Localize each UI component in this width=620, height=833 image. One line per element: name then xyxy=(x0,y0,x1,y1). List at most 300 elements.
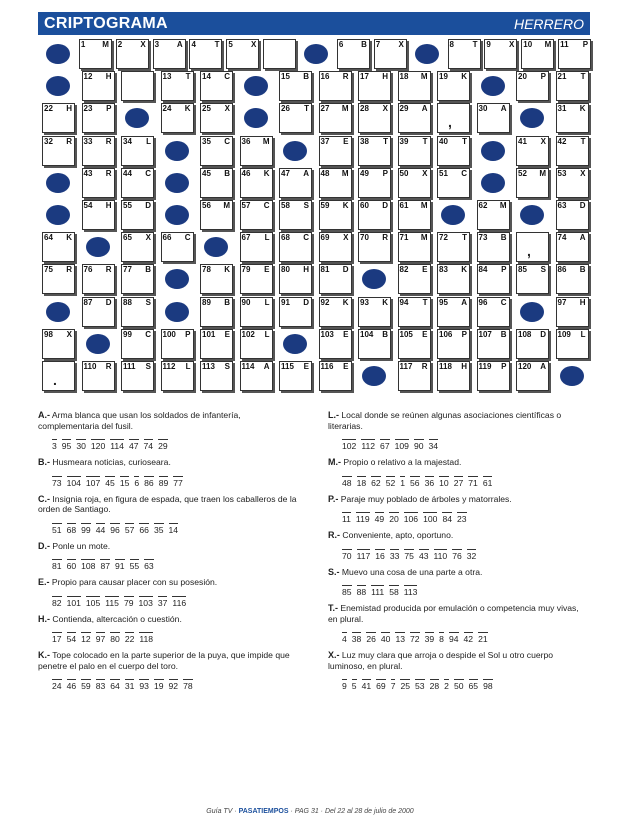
clue-definition: Muevo una cosa de una parte a otra. xyxy=(339,566,483,577)
grid-cell[interactable] xyxy=(477,103,510,133)
answer-slot[interactable]: 79 xyxy=(123,597,134,608)
answer-slot[interactable]: 67 xyxy=(380,441,390,451)
answer-slot[interactable]: 88 xyxy=(356,587,367,597)
answer-slot[interactable]: 29 xyxy=(158,441,168,451)
answer-slot[interactable]: 85 xyxy=(342,587,352,597)
cell-number: 60 xyxy=(360,201,369,210)
cell-letter: K xyxy=(224,265,230,275)
cell-letter: L xyxy=(264,329,270,339)
grid-cell[interactable] xyxy=(437,329,470,359)
answer-slot[interactable]: 82 xyxy=(52,597,62,608)
cell-number: 29 xyxy=(399,104,409,114)
answer-slot[interactable]: 58 xyxy=(389,587,399,597)
answer-slot[interactable]: 12 xyxy=(81,634,91,644)
answer-slot[interactable]: 107 xyxy=(85,477,101,488)
clue-definition: Enemistad producida por emulación o competencia muy vivas, en plural. xyxy=(328,603,579,624)
answer-slot[interactable]: 54 xyxy=(66,634,77,644)
cell-number: 20 xyxy=(518,72,527,82)
answer-slot[interactable]: 31 xyxy=(124,681,135,691)
grid-cell[interactable] xyxy=(516,329,549,359)
answer-slot[interactable]: 98 xyxy=(483,681,493,691)
cell-letter: X xyxy=(343,233,349,243)
clue-answer-slots[interactable] xyxy=(52,476,300,488)
answer-slot[interactable]: 86 xyxy=(144,477,154,488)
grid-cell[interactable] xyxy=(116,39,149,69)
clue-answer-slots[interactable] xyxy=(52,559,300,571)
answer-slot[interactable]: 63 xyxy=(144,561,154,571)
answer-slot[interactable]: 4 xyxy=(342,634,347,644)
grid-cell[interactable] xyxy=(161,232,194,262)
grid-cell[interactable] xyxy=(42,232,75,262)
cell-number: 90 xyxy=(241,297,251,307)
grid-cell[interactable] xyxy=(161,329,194,359)
grid-cell[interactable] xyxy=(279,297,312,327)
clue-answer-slots[interactable] xyxy=(52,439,300,451)
cell-number: 19 xyxy=(439,72,448,82)
grid-cell[interactable] xyxy=(279,264,312,294)
grid-cell[interactable] xyxy=(240,264,273,294)
answer-slot[interactable]: 92 xyxy=(168,681,179,691)
answer-slot[interactable]: 41 xyxy=(361,681,372,691)
grid-cell[interactable] xyxy=(319,361,352,391)
grid-cell[interactable] xyxy=(82,168,115,198)
grid-cell[interactable] xyxy=(121,168,154,198)
answer-slot[interactable]: 97 xyxy=(95,634,106,644)
answer-slot[interactable]: 81 xyxy=(52,561,62,571)
answer-slot[interactable]: 40 xyxy=(380,634,391,644)
grid-cell[interactable] xyxy=(42,264,75,294)
answer-slot[interactable]: 103 xyxy=(138,597,153,608)
grid-cell[interactable] xyxy=(398,168,431,198)
grid-cell[interactable] xyxy=(556,232,589,262)
answer-slot[interactable]: 48 xyxy=(342,477,352,488)
grid-cell[interactable] xyxy=(319,232,352,262)
grid-cell[interactable] xyxy=(516,264,549,294)
answer-slot[interactable]: 59 xyxy=(81,681,91,691)
clue-answer-slots[interactable] xyxy=(52,632,300,644)
answer-slot[interactable]: 70 xyxy=(342,550,352,561)
answer-slot[interactable]: 15 xyxy=(119,477,130,488)
grid-cell[interactable] xyxy=(279,232,312,262)
grid-cell[interactable] xyxy=(558,39,591,69)
answer-slot[interactable]: 75 xyxy=(404,550,414,561)
grid-cell[interactable] xyxy=(121,71,154,101)
grid-cell[interactable] xyxy=(200,264,233,294)
answer-slot[interactable]: 30 xyxy=(76,441,86,451)
answer-slot[interactable]: 19 xyxy=(153,681,164,691)
answer-slot[interactable]: 25 xyxy=(400,681,411,691)
grid-cell[interactable] xyxy=(200,136,233,166)
answer-slot[interactable]: 84 xyxy=(442,514,452,524)
grid-cell[interactable] xyxy=(398,136,431,166)
clue-text xyxy=(328,410,590,431)
answer-slot[interactable]: 23 xyxy=(457,514,467,524)
cell-letter: R xyxy=(342,72,349,82)
answer-slot[interactable]: 32 xyxy=(466,550,477,561)
grid-cell[interactable] xyxy=(279,71,312,101)
cell-number: 26 xyxy=(281,104,290,114)
grid-cell[interactable] xyxy=(189,39,222,69)
cell-number: 3 xyxy=(154,40,160,49)
grid-cell[interactable] xyxy=(358,329,391,359)
grid-cell[interactable] xyxy=(121,232,154,262)
grid-cell[interactable] xyxy=(358,297,391,327)
cell-letter: B xyxy=(382,329,388,339)
grid-cell[interactable] xyxy=(319,329,352,359)
grid-cell[interactable] xyxy=(121,361,154,391)
answer-slot[interactable]: 102 xyxy=(342,441,357,451)
grid-cell[interactable] xyxy=(279,361,312,391)
grid-cell[interactable] xyxy=(82,297,115,327)
grid-cell[interactable] xyxy=(319,297,352,327)
clue-item xyxy=(328,567,590,598)
grid-cell[interactable] xyxy=(240,232,273,262)
clue-answer-slots[interactable] xyxy=(342,679,590,691)
grid-cell[interactable] xyxy=(121,329,154,359)
answer-slot[interactable]: 34 xyxy=(428,441,439,451)
grid-cell[interactable] xyxy=(319,103,352,133)
answer-slot[interactable]: 2 xyxy=(444,681,449,691)
answer-slot[interactable]: 45 xyxy=(105,477,115,488)
answer-slot[interactable]: 96 xyxy=(110,524,120,535)
answer-slot[interactable]: 110 xyxy=(433,550,448,561)
cell-letter: E xyxy=(224,329,230,339)
clue-answer-slots[interactable] xyxy=(52,679,300,691)
answer-slot[interactable]: 20 xyxy=(389,514,399,524)
clue-answer-slots[interactable] xyxy=(342,632,590,644)
grid-cell[interactable] xyxy=(556,71,589,101)
grid-cell[interactable] xyxy=(477,200,510,230)
cell-letter: M xyxy=(223,201,230,210)
answer-slot[interactable]: 69 xyxy=(376,681,386,691)
answer-slot[interactable]: 52 xyxy=(385,477,396,488)
answer-slot[interactable]: 56 xyxy=(410,477,420,488)
grid-cell[interactable] xyxy=(556,297,589,327)
grid-cell[interactable] xyxy=(42,136,75,166)
grid-cell[interactable] xyxy=(82,361,115,391)
grid-cell[interactable] xyxy=(240,361,273,391)
grid-cell[interactable] xyxy=(477,329,510,359)
grid-cell[interactable] xyxy=(448,39,481,69)
answer-slot[interactable]: 49 xyxy=(374,514,385,524)
grid-cell[interactable] xyxy=(319,264,352,294)
grid-cell[interactable] xyxy=(556,329,589,359)
answer-slot[interactable]: 117 xyxy=(356,550,371,561)
answer-slot[interactable]: 118 xyxy=(139,634,154,644)
grid-cell[interactable] xyxy=(153,39,186,69)
grid-cell[interactable] xyxy=(42,103,75,133)
answer-slot[interactable]: 50 xyxy=(453,681,464,691)
cell-number: 78 xyxy=(202,265,211,275)
grid-cell[interactable] xyxy=(82,264,115,294)
grid-cell[interactable] xyxy=(358,168,391,198)
grid-cell[interactable] xyxy=(437,103,470,133)
grid-cell[interactable] xyxy=(200,200,233,230)
grid-cell[interactable] xyxy=(319,71,352,101)
grid-cell[interactable] xyxy=(477,264,510,294)
answer-slot[interactable]: 77 xyxy=(173,477,183,488)
grid-cell[interactable] xyxy=(82,71,115,101)
answer-slot[interactable]: 21 xyxy=(478,634,488,644)
grid-cell[interactable] xyxy=(263,39,296,69)
answer-slot[interactable]: 5 xyxy=(351,681,357,691)
clue-answer-slots[interactable] xyxy=(342,439,590,451)
answer-slot[interactable]: 115 xyxy=(105,597,119,608)
answer-slot[interactable]: 60 xyxy=(66,561,77,571)
grid-cell[interactable] xyxy=(200,297,233,327)
grid-cell[interactable] xyxy=(161,71,194,101)
grid-cell[interactable] xyxy=(319,168,352,198)
grid-cell[interactable] xyxy=(337,39,370,69)
answer-slot[interactable]: 10 xyxy=(439,477,449,488)
answer-slot[interactable]: 44 xyxy=(95,524,106,535)
answer-slot[interactable]: 61 xyxy=(482,477,493,488)
grid-cell[interactable] xyxy=(161,103,194,133)
answer-slot[interactable]: 105 xyxy=(85,597,101,608)
answer-slot[interactable]: 13 xyxy=(395,634,406,644)
grid-cell[interactable] xyxy=(161,361,194,391)
answer-slot[interactable]: 83 xyxy=(95,681,106,691)
grid-cell[interactable] xyxy=(358,136,391,166)
cell-number: 18 xyxy=(399,72,409,82)
answer-slot[interactable]: 76 xyxy=(452,550,462,561)
grid-cell[interactable] xyxy=(437,264,470,294)
grid-cell[interactable] xyxy=(398,103,431,133)
grid-cell[interactable] xyxy=(200,103,233,133)
answer-slot[interactable]: 24 xyxy=(52,681,62,691)
grid-cell[interactable] xyxy=(319,136,352,166)
answer-slot[interactable]: 112 xyxy=(361,441,376,451)
clue-answer-slots[interactable] xyxy=(342,476,590,488)
grid-cell[interactable] xyxy=(82,103,115,133)
grid-cell[interactable] xyxy=(240,168,273,198)
grid-cell[interactable] xyxy=(358,71,391,101)
answer-slot[interactable]: 71 xyxy=(468,477,478,488)
grid-cell[interactable] xyxy=(200,71,233,101)
grid-cell[interactable] xyxy=(398,329,431,359)
answer-slot[interactable]: 43 xyxy=(418,550,429,561)
grid-cell[interactable] xyxy=(398,232,431,262)
grid-cell[interactable] xyxy=(240,136,273,166)
grid-cell[interactable] xyxy=(484,39,517,69)
grid-cell[interactable] xyxy=(200,168,233,198)
answer-slot[interactable]: 74 xyxy=(143,441,154,451)
grid-cell[interactable] xyxy=(556,103,589,133)
answer-slot[interactable]: 93 xyxy=(139,681,149,691)
answer-slot[interactable]: 47 xyxy=(128,441,139,451)
cell-number: 81 xyxy=(320,265,330,275)
answer-slot[interactable]: 9 xyxy=(342,681,347,691)
answer-slot[interactable]: 111 xyxy=(371,587,385,597)
answer-slot[interactable]: 72 xyxy=(410,634,420,644)
grid-cell[interactable] xyxy=(121,297,154,327)
cell-letter: M xyxy=(341,104,349,114)
answer-slot[interactable]: 90 xyxy=(413,441,424,451)
answer-slot[interactable]: 35 xyxy=(153,524,164,535)
answer-slot[interactable]: 94 xyxy=(448,634,459,644)
cell-number: 7 xyxy=(375,40,381,49)
answer-slot[interactable]: 101 xyxy=(66,597,81,608)
answer-slot[interactable]: 6 xyxy=(134,477,140,488)
answer-slot[interactable]: 36 xyxy=(424,477,435,488)
answer-slot[interactable]: 27 xyxy=(453,477,464,488)
cell-letter: R xyxy=(105,136,112,146)
cell-letter: X xyxy=(145,233,151,243)
answer-slot[interactable]: 39 xyxy=(424,634,435,644)
clue-definition: Conveniente, apto, oportuno. xyxy=(340,530,454,540)
answer-slot[interactable]: 33 xyxy=(389,550,400,561)
cell-number: 87 xyxy=(83,297,93,307)
answer-slot[interactable]: 62 xyxy=(371,477,381,488)
grid-cell[interactable] xyxy=(437,297,470,327)
grid-cell[interactable] xyxy=(516,232,549,262)
answer-slot[interactable]: 46 xyxy=(66,681,77,691)
cell-letter: C xyxy=(184,233,191,243)
grid-cell[interactable] xyxy=(398,264,431,294)
cell-number: 16 xyxy=(320,72,330,82)
grid-cell[interactable] xyxy=(516,136,549,166)
answer-slot[interactable]: 78 xyxy=(183,681,193,691)
grid-cell[interactable] xyxy=(240,200,273,230)
grid-cell[interactable] xyxy=(82,136,115,166)
grid-cell[interactable] xyxy=(279,168,312,198)
answer-slot[interactable]: 65 xyxy=(468,681,479,691)
grid-cell[interactable] xyxy=(42,329,75,359)
answer-slot[interactable]: 22 xyxy=(124,634,135,644)
answer-slot[interactable]: 37 xyxy=(157,597,168,608)
grid-cell[interactable] xyxy=(477,361,510,391)
answer-slot[interactable]: 17 xyxy=(52,634,62,644)
grid-cell[interactable] xyxy=(516,361,549,391)
answer-slot[interactable]: 26 xyxy=(366,634,376,644)
grid-cell[interactable] xyxy=(240,297,273,327)
cell-number: 46 xyxy=(241,168,251,178)
answer-slot[interactable]: 3 xyxy=(52,441,57,451)
answer-slot[interactable]: 38 xyxy=(351,634,362,644)
grid-cell[interactable] xyxy=(516,71,549,101)
answer-slot[interactable]: 28 xyxy=(429,681,440,691)
answer-slot[interactable]: 14 xyxy=(168,524,179,535)
answer-slot[interactable]: 53 xyxy=(415,681,425,691)
grid-cell[interactable] xyxy=(82,200,115,230)
grid-cell[interactable] xyxy=(556,200,589,230)
answer-slot[interactable]: 108 xyxy=(81,561,96,571)
clue-definition: Insignia roja, en figura de espada, que traen los caballeros de la orden de Santiago. xyxy=(38,493,297,514)
grid-cell[interactable] xyxy=(437,361,470,391)
grid-cell[interactable] xyxy=(437,136,470,166)
answer-slot[interactable]: 104 xyxy=(66,477,81,488)
answer-slot[interactable]: 99 xyxy=(81,524,91,535)
grid-cell[interactable] xyxy=(556,136,589,166)
grid-cell[interactable] xyxy=(437,168,470,198)
clue-id: K.- xyxy=(38,650,50,660)
cell-number: 13 xyxy=(162,72,172,82)
grid-cell[interactable] xyxy=(477,297,510,327)
clue-answer-slots[interactable] xyxy=(52,596,300,608)
grid-cell[interactable] xyxy=(79,39,112,69)
grid-cell[interactable] xyxy=(121,200,154,230)
grid-cell[interactable] xyxy=(121,264,154,294)
cell-number: 30 xyxy=(478,104,488,114)
clue-answer-slots[interactable] xyxy=(52,523,300,535)
answer-slot[interactable]: 8 xyxy=(439,634,444,644)
answer-slot[interactable]: 57 xyxy=(124,524,135,535)
grid-cell[interactable] xyxy=(121,136,154,166)
grid-cell[interactable] xyxy=(200,329,233,359)
grid-cell[interactable] xyxy=(358,103,391,133)
grid-cell[interactable] xyxy=(398,71,431,101)
answer-slot[interactable]: 68 xyxy=(66,524,77,535)
grid-cell[interactable] xyxy=(398,361,431,391)
answer-slot[interactable]: 106 xyxy=(403,514,419,524)
grid-cell[interactable] xyxy=(226,39,259,69)
grid-cell[interactable] xyxy=(319,200,352,230)
grid-cell[interactable] xyxy=(477,232,510,262)
answer-slot[interactable]: 91 xyxy=(115,561,125,571)
grid-cell[interactable] xyxy=(398,297,431,327)
cell-letter: K xyxy=(263,168,270,178)
grid-cell[interactable] xyxy=(516,168,549,198)
answer-slot[interactable]: 42 xyxy=(463,634,474,644)
grid-cell[interactable] xyxy=(521,39,554,69)
answer-slot[interactable]: 1 xyxy=(400,477,406,488)
answer-slot[interactable]: 66 xyxy=(139,524,149,535)
answer-slot[interactable]: 109 xyxy=(394,441,409,451)
grid-cell[interactable] xyxy=(556,168,589,198)
grid-cell[interactable] xyxy=(358,232,391,262)
black-square xyxy=(520,205,544,225)
clue-answer-slots[interactable] xyxy=(342,512,590,524)
cell-letter: C xyxy=(145,329,151,339)
answer-slot[interactable]: 18 xyxy=(356,477,367,488)
grid-cell[interactable] xyxy=(279,200,312,230)
answer-slot[interactable]: 7 xyxy=(390,681,396,691)
answer-slot[interactable]: 89 xyxy=(158,477,169,488)
grid-cell[interactable] xyxy=(42,361,75,391)
grid-cell[interactable] xyxy=(200,361,233,391)
answer-slot[interactable]: 113 xyxy=(403,587,418,597)
answer-slot[interactable]: 87 xyxy=(100,561,111,571)
grid-cell[interactable] xyxy=(556,264,589,294)
clue-answer-slots[interactable] xyxy=(342,549,590,561)
grid-cell[interactable] xyxy=(437,71,470,101)
answer-slot[interactable]: 100 xyxy=(423,514,438,524)
answer-slot[interactable]: 116 xyxy=(172,597,187,608)
answer-slot[interactable]: 73 xyxy=(52,477,62,488)
answer-slot[interactable]: 119 xyxy=(355,514,370,524)
answer-slot[interactable]: 114 xyxy=(110,441,124,451)
answer-slot[interactable]: 16 xyxy=(375,550,385,561)
answer-slot[interactable]: 80 xyxy=(110,634,120,644)
clue-answer-slots[interactable] xyxy=(342,585,590,597)
answer-slot[interactable]: 11 xyxy=(342,514,351,524)
clue-id: P.- xyxy=(328,493,339,504)
answer-slot[interactable]: 64 xyxy=(110,681,120,691)
grid-cell[interactable] xyxy=(240,329,273,359)
answer-slot[interactable]: 55 xyxy=(129,561,140,571)
footer-section: PASATIEMPOS xyxy=(238,808,289,815)
cell-letter: E xyxy=(422,265,428,275)
grid-cell[interactable] xyxy=(358,200,391,230)
answer-slot[interactable]: 51 xyxy=(52,524,62,535)
grid-cell[interactable] xyxy=(374,39,407,69)
answer-slot[interactable]: 120 xyxy=(90,441,106,451)
grid-cell[interactable] xyxy=(437,232,470,262)
grid-cell[interactable] xyxy=(279,103,312,133)
grid-cell[interactable] xyxy=(398,200,431,230)
cell-number: 79 xyxy=(241,265,251,275)
answer-slot[interactable]: 95 xyxy=(61,441,72,451)
